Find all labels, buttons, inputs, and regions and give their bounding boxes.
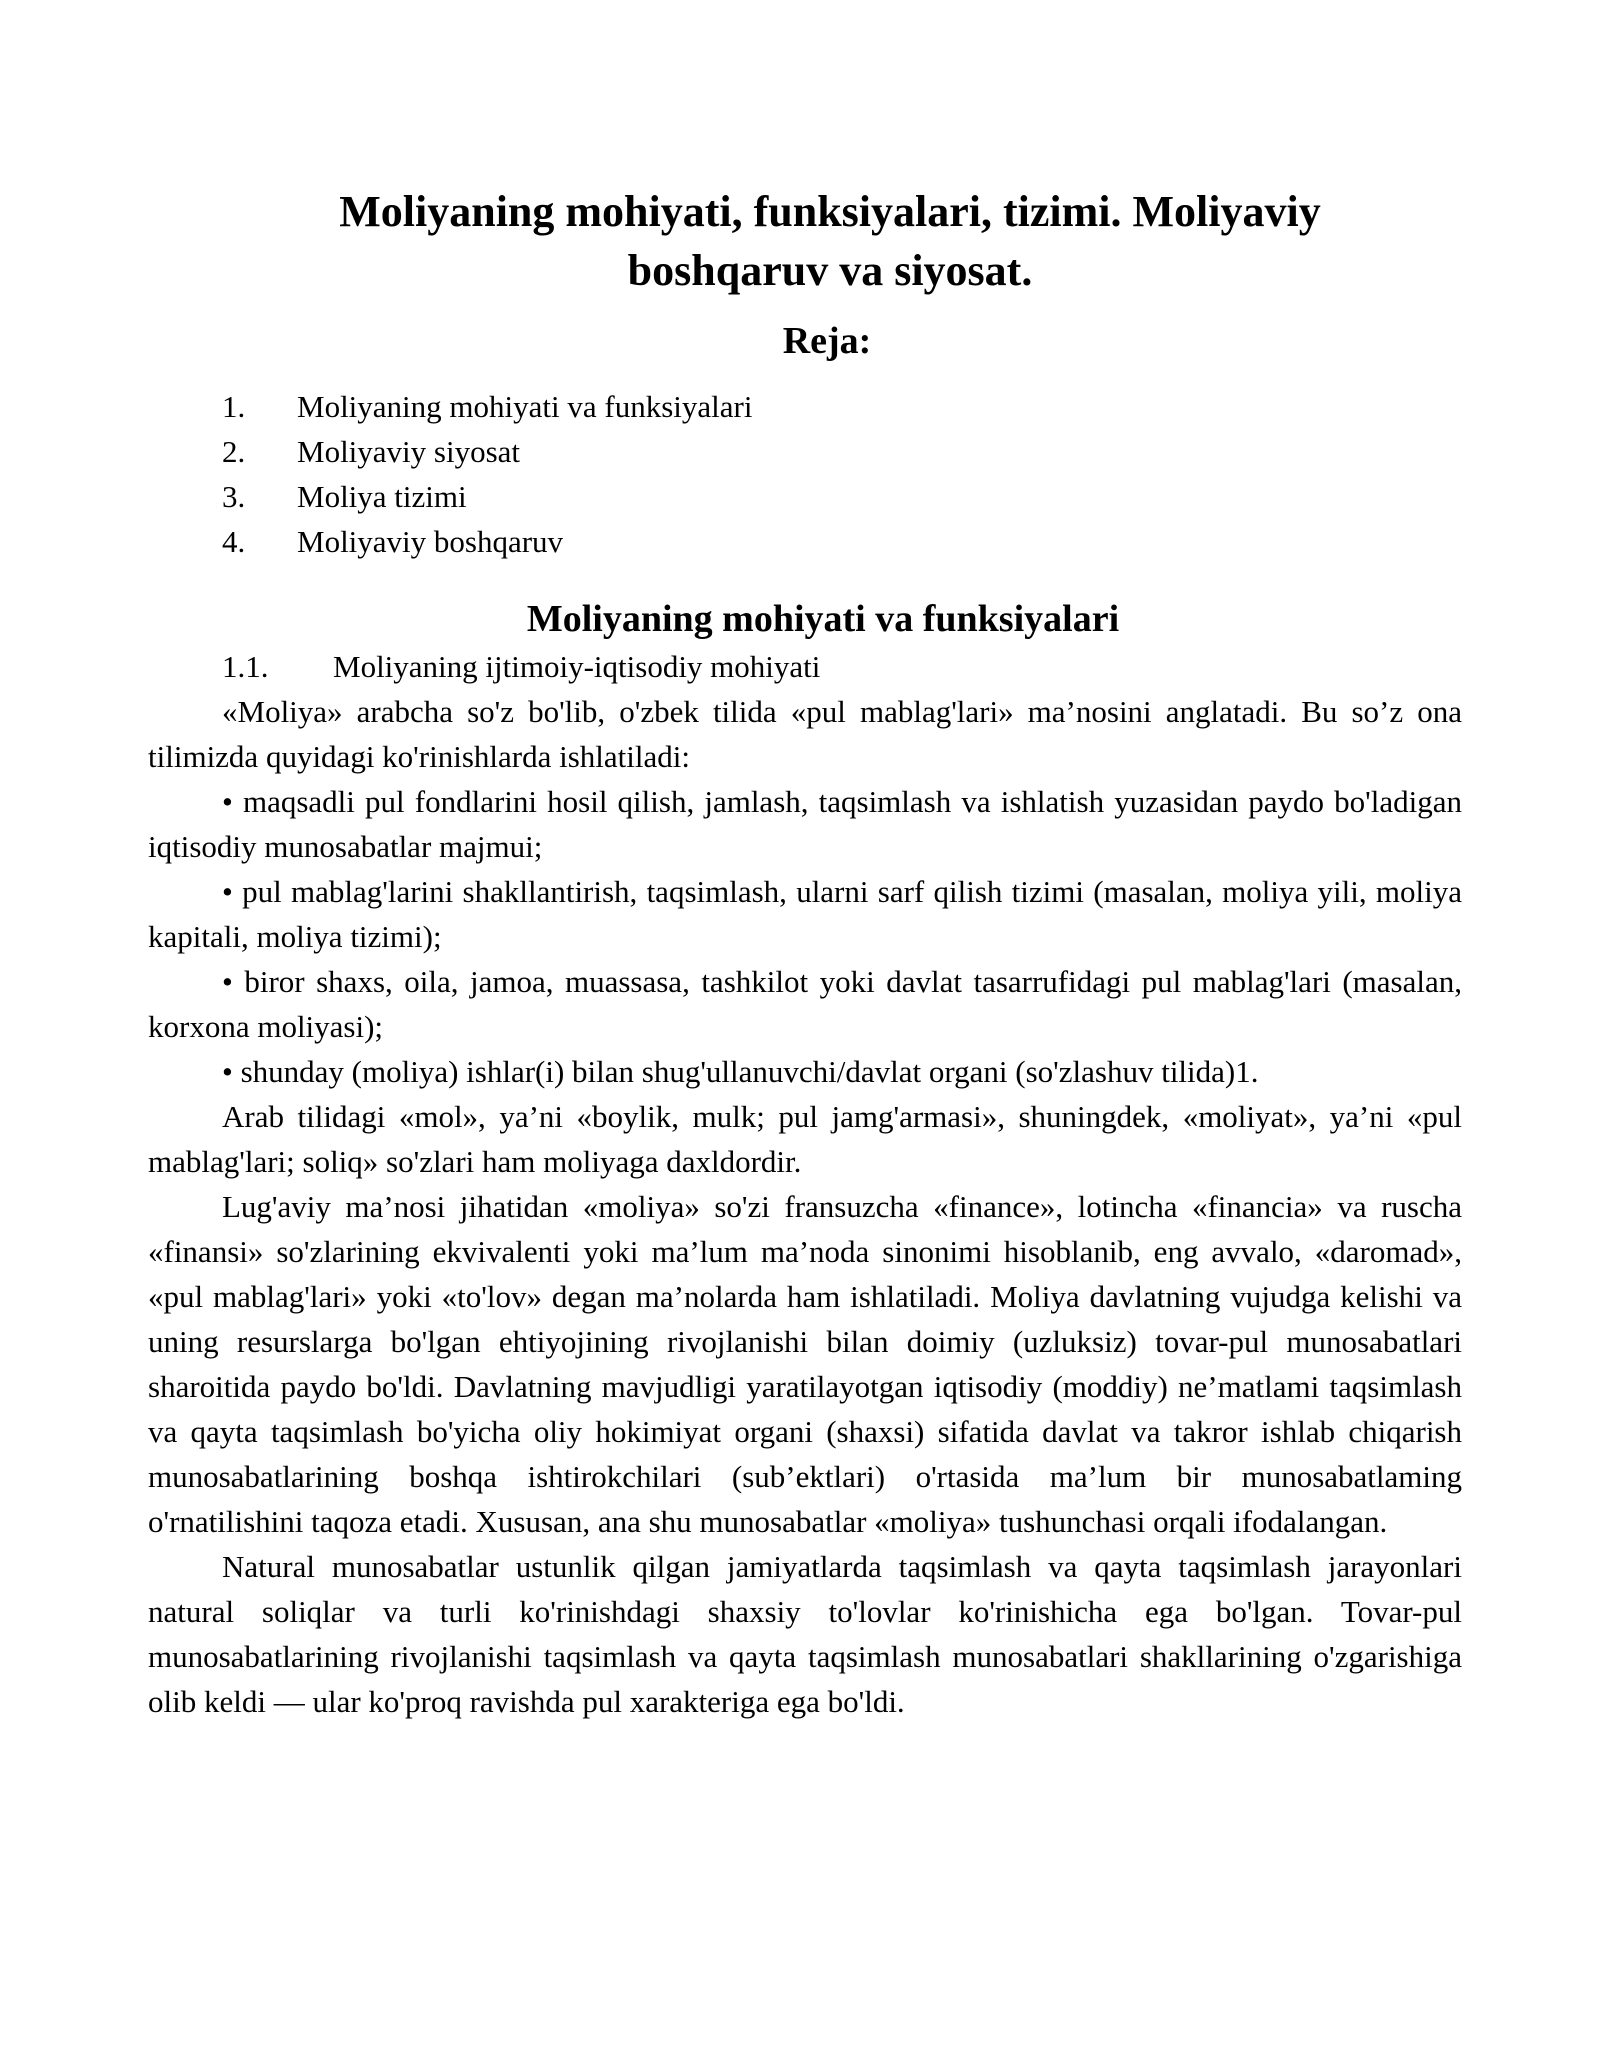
plan-item-text: Moliyaning mohiyati va funksiyalari (297, 389, 753, 424)
body-paragraph: «Moliya» arabcha so'z bo'lib, o'zbek tilida «pul mablag'lari» ma’nosini anglatadi. Bu so’z ona tilimizda quyidagi ko'rinishlarda ishlatiladi: (148, 694, 1462, 774)
title-line-1: Moliyaning mohiyati, funksiyalari, tizimi. Moliyaviy (339, 187, 1321, 236)
plan-item (148, 429, 1462, 474)
document-page (148, 182, 1462, 1724)
plan-item (148, 474, 1462, 519)
body-paragraph: Arab tilidagi «mol», ya’ni «boylik, mulk; pul jamg'armasi», shuningdek, «moliyat», ya’ni «pul mablag'lari; soliq» so'zlari ham moliyaga daxldordir. (148, 1099, 1462, 1179)
document-title (148, 182, 1462, 300)
title-line-2: boshqaruv va siyosat. (627, 246, 1033, 295)
plan-item-text: Moliyaviy boshqaruv (297, 524, 564, 559)
subsection-heading (148, 644, 1462, 689)
plan-heading: Reja: (782, 320, 872, 362)
plan-item (148, 384, 1462, 429)
plan-item-text: Moliya tizimi (297, 479, 467, 514)
subsection-text: Moliyaning ijtimoiy-iqtisodiy mohiyati (333, 649, 821, 684)
body-paragraph: Natural munosabatlar ustunlik qilgan jamiyatlarda taqsimlash va qayta taqsimlash jarayonlari natural soliqlar va turli ko'rinishdagi shaxsiy to'lovlar ko'rinishicha ega bo'lgan. Tovar-pul munosabatlarining rivojlanishi taqsimlash va qayta taqsimlash munosabatlari shakllarining o'zgarishiga olib keldi — ular ko'proq ravishda pul xarakteriga ega bo'ldi. (148, 1549, 1462, 1719)
plan-list (148, 384, 1462, 564)
plan-item-number: 4. (222, 524, 246, 559)
bullet-paragraph: • shunday (moliya) ishlar(i) bilan shug'ullanuvchi/davlat organi (so'zlashuv tilida)1. (222, 1054, 1259, 1089)
bullet-paragraph: • maqsadli pul fondlarini hosil qilish, jamlash, taqsimlash va ishlatish yuzasidan paydo bo'ladigan iqtisodiy munosabatlar majmui; (148, 784, 1462, 864)
plan-item (148, 519, 1462, 564)
bullet-paragraph: • biror shaxs, oila, jamoa, muassasa, tashkilot yoki davlat tasarrufidagi pul mablag'lari (masalan, korxona moliyasi); (148, 964, 1462, 1044)
plan-item-text: Moliyaviy siyosat (297, 434, 521, 469)
subsection-number: 1.1. (222, 649, 269, 684)
body-paragraph: Lug'aviy ma’nosi jihatidan «moliya» so'zi fransuzcha «finance», lotincha «financia» va ruscha «finansi» so'zlarining ekvivalenti yoki ma’lum ma’noda sinonimi hisoblanib, eng avvalo, «daromad», «pul mablag'lari» yoki «to'lov» degan ma’nolarda ham ishlatiladi. Moliya davlatning vujudga kelishi va uning resurslarga bo'lgan ehtiyojining rivojlanishi bilan doimiy (uzluksiz) tovar-pul munosabatlari sharoitida paydo bo'ldi. Davlatning mavjudligi yaratilayotgan iqtisodiy (moddiy) ne’matlami taqsimlash va qayta taqsimlash bo'yicha oliy hokimiyat organi (shaxsi) sifatida davlat va takror ishlab chiqarish munosabatlarining boshqa ishtirokchilari (sub’ektlari) o'rtasida ma’lum bir munosabatlaming o'rnatilishini taqoza etadi. Xususan, ana shu munosabatlar «moliya» tushunchasi orqali ifodalangan. (148, 1189, 1462, 1539)
bullet-paragraph: • pul mablag'larini shakllantirish, taqsimlash, ularni sarf qilish tizimi (masalan, moliya yili, moliya kapitali, moliya tizimi); (148, 874, 1462, 954)
plan-item-number: 1. (222, 389, 246, 424)
plan-item-number: 3. (222, 479, 246, 514)
plan-item-number: 2. (222, 434, 246, 469)
section-heading: Moliyaning mohiyati va funksiyalari (526, 598, 1120, 640)
